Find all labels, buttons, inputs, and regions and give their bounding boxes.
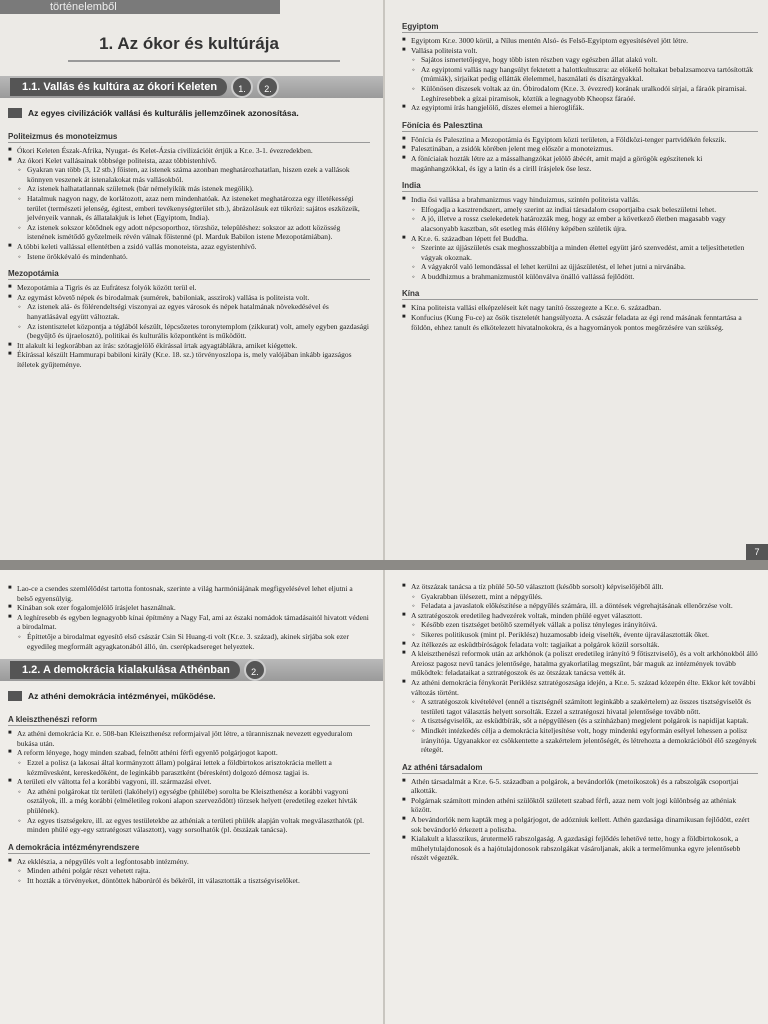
- topic-list: [402, 135, 758, 173]
- section-badge: 2.: [244, 659, 266, 681]
- topic-heading: A kleiszthenészi reform: [8, 715, 370, 726]
- sub-item: ◦ Minden athéni polgár részt vehetett rajta.: [8, 866, 370, 876]
- topic-heading: Az athéni társadalom: [402, 763, 758, 774]
- bullet-item: ■ Ékírással készült Hammurapi babiloni király (Kr.e. 18. sz.) törvényoszlopa is, mely valójában inkább igazságos ítéletek gyűjteménye.: [8, 350, 370, 369]
- sub-item: ◦ Az istenek sokszor kötődnek egy adott népcsoporthoz, törzshöz, településhez: sokszor az adott közösség istenének ismétődő győzelmeik révén válnak főistenné (pl. Marduk Babilon istene Mezopotámiában).: [8, 223, 370, 242]
- bullet-item: ■ Kialakult a klasszikus, árutermelő rabszolgaság. A gazdasági fejlődés lehetővé tette, hogy a földbirtokosok, a műhelytulajdonosok és a hajótulajdonosok rabszolgákat vásároljanak, akik a termelőmunka egyre jelentősebb részét végezték.: [402, 834, 758, 863]
- sub-item: ◦ Különösen díszesek voltak az ún. Óbirodalom (Kr.e. 3. évezred) korának uralkodói sírjai, a fáraók piramisai. Leghíresebbek a gízai piramisok, köztük a legnagyobb Kheopsz fáraóé.: [402, 84, 758, 103]
- bullet-item: ■ India ősi vallása a brahmanizmus vagy hinduizmus, szintén politeista vallás.: [402, 195, 758, 205]
- topic-list: [402, 195, 758, 281]
- learning-goal: [8, 691, 370, 701]
- bottom-left-page: [0, 570, 384, 1024]
- topic-list: [402, 582, 758, 755]
- bullet-item: ■ Mezopotámia a Tigris és az Eufrátesz folyók között terül el.: [8, 283, 370, 293]
- topic-heading: Mezopotámia: [8, 269, 370, 280]
- goal-text: Az athéni demokrácia intézményei, működése.: [28, 691, 216, 702]
- bullet-item: ■ Vallása politeista volt.: [402, 46, 758, 56]
- chapter-title: 1. Az ókor és kultúrája: [99, 34, 279, 53]
- section-badge: 2.: [257, 76, 279, 98]
- section-badge: 1.: [231, 76, 253, 98]
- bottom-page-spread: [0, 570, 768, 1024]
- bullet-item: ■ Az ókori Kelet vallásainak többsége politeista, azaz többistenhívő.: [8, 156, 370, 166]
- bullet-item: ■ Athén társadalmát a Kr.e. 6-5. században a polgárok, a bevándorlók (metoikoszok) és a rabszolgák csoportjai alkották.: [402, 777, 758, 796]
- bullet-item: ■ A kleiszthenészi reformok után az arkhónok (a poliszt eredetileg irányító 9 főtisztviselő), és a volt arkhónokból álló Areiosz pagosz nevű tanács jelentősége, hatalma gyakorlatilag megszűnt, bár maguk az intézmények tovább működtek: feladataikat a sztratégoszok és az ötszázak tanácsa vették át.: [402, 649, 758, 678]
- bullet-item: ■ A Kr.e. 6. században lépett fel Buddha.: [402, 234, 758, 244]
- bullet-item: ■ A reform lényege, hogy minden szabad, felnőtt athéni férfi egyenlő polgárjogot kapott.: [8, 748, 370, 758]
- sub-item: ◦ Ezzel a polisz (a lakosai által kormányzott állam) polgárai lettek a földbirtokos arisztokrácia mellett a kézművesként, kereskedőként, de leginkább parasztként (béresként) dolgozó démosz tagjai is.: [8, 758, 370, 777]
- sub-item: ◦ A vágyakról való lemondással el lehet kerülni az újjászületést, el lehet jutni a nirvánába.: [402, 262, 758, 272]
- book-banner: történelemből: [0, 0, 280, 14]
- bullet-item: ■ Ókori Keleten Észak-Afrika, Nyugat- és Kelet-Ázsia civilizációit értjük a Kr.e. 3-1. évezredekben.: [8, 146, 370, 156]
- sub-item: ◦ A buddhizmus a brahmanizmustól különválva önálló vallássá fejlődött.: [402, 272, 758, 282]
- topic-list: [8, 146, 370, 261]
- sub-item: ◦ A jó, illetve a rossz cselekedetek határozzák meg, hogy az ember a következő életben magasabb vagy alacsonyabb kasztban, sőt esetleg más élőlény képében születik újra.: [402, 214, 758, 233]
- bullet-item: ■ Konfucius (Kung Fu-ce) az ősök tiszteletét hangsúlyozta. A császár feladata az égi rend másának fenntartása a földön, ehhez tanult és elkötelezett hivatalnokokra, és a hagyományok pontos megőrzésére van szükség.: [402, 313, 758, 332]
- learning-goal: [8, 108, 370, 118]
- sub-item: ◦ Sajátos ismertetőjegye, hogy több isten részben vagy egészben állat alakú volt.: [402, 55, 758, 65]
- bullet-item: ■ A területi elv váltotta fel a korábbi vagyoni, ill. származási elvet.: [8, 777, 370, 787]
- bullet-item: ■ Polgárnak számított minden athéni szülőktől született szabad férfi, azaz nem volt jogi különbség az athéniak között.: [402, 796, 758, 815]
- topic-heading: Politeizmus és monoteizmus: [8, 132, 370, 143]
- sub-item: ◦ Az istenek halhatatlannak születnek (bár némelyikük más istenek megölik).: [8, 184, 370, 194]
- bullet-item: ■ Lao-ce a csendes szemlélődést tartotta fontosnak, szerinte a világ harmóniájának megfigyelésével lehet eljutni a belső egyensúlyig.: [8, 584, 370, 603]
- topic-heading: Kína: [402, 289, 758, 300]
- sub-item: ◦ Istene örökkévaló és mindenható.: [8, 252, 370, 262]
- sub-item: ◦ Az egyes tisztségekre, ill. az egyes testületekbe az athéniak a területi phülék alapján voltak megválaszthatók (pl. minden phülé egy-egy sztratégoszt választott), vagy sorsolhatók (pl. ötszázak tanácsa).: [8, 816, 370, 835]
- topic-heading: Föníciа és Palesztina: [402, 121, 758, 132]
- top-left-page: [0, 0, 384, 560]
- bottom-right-page: [384, 570, 768, 1024]
- topic-list: [8, 584, 370, 651]
- section-title: 1.2. A demokrácia kialakulása Athénban: [10, 661, 240, 679]
- bullet-item: ■ Kína politeista vallási elképzeléseit két nagy tanító összegezte a Kr.e. 6. században.: [402, 303, 758, 313]
- sub-item: ◦ Hatalmuk nagyon nagy, de korlátozott, azaz nem mindenhatóak. Az isteneket meghatározza egy illetékességi terület (természeti jelenség, égitest, emberi tevékenységterület stb.), ábrázolásuk ezt tükrözi: sajátos eszközeik, jelvényeik vannak, és állatalakjuk is lehet (Egyiptom, India).: [8, 194, 370, 223]
- section-title: 1.1. Vallás és kultúra az ókori Keleten: [10, 78, 227, 96]
- topic-heading: A demokrácia intézményrendszere: [8, 843, 370, 854]
- bottom-right-content: [402, 582, 758, 863]
- bullet-item: ■ Az athéni demokrácia fénykorát Periklész sztratégoszsága idején, a Kr.e. 5. század közepén élte. Ekkor két további változás történt.: [402, 678, 758, 697]
- bullet-item: ■ Egyiptom Kr.e. 3000 körül, a Nílus mentén Alsó- és Felső-Egyiptom egyesítésével jött létre.: [402, 36, 758, 46]
- bullet-item: ■ Az ötszázak tanácsa a tíz phülé 50-50 választott (később sorsolt) képviselőjéből állt.: [402, 582, 758, 592]
- sub-item: ◦ Gyakran van több (3, 12 stb.) főisten, az istenek száma azonban meghatározhatatlan, hiszen ezek a vallások könnyen veszenek át istenalakokat más vallásokból.: [8, 165, 370, 184]
- page-number: 7: [746, 544, 768, 560]
- bullet-item: ■ Itt alakult ki legkorábban az írás: szótagjelölő ékírással írtak agyagtáblákra, amiket kiégettek.: [8, 341, 370, 351]
- bottom-left-intro: [8, 584, 370, 651]
- bullet-item: ■ Az athéni demokrácia Kr. e. 508-ban Kleiszthenész reformjaival jött létre, a türannisznak nevezett egyeduralom bukása után.: [8, 729, 370, 748]
- sub-item: ◦ Az istentisztelet központja a téglából készült, lépcsőzetes toronytemplom (zikkurat) volt, amely egyben gazdasági (begyűjtő és újraelosztó), politikai és kulturális központként is működött.: [8, 322, 370, 341]
- section-band: [0, 659, 384, 681]
- bullet-item: ■ A leghíresebb és egyben legnagyobb kínai építmény a Nagy Fal, ami az északi nomádok támadásaitól hivatott védeni a birodalmat.: [8, 613, 370, 632]
- sub-item: ◦ A tisztségviselők, az esküdtbírák, sőt a népgyűlésen (és a színházban) megjelent polgárok is napidíjat kaptak.: [402, 716, 758, 726]
- bullet-item: ■ A föníciaiak hozták létre az a mássalhangzókat jelölő ábécét, amit majd a görögök egészítenek ki magánhangzókkal, és így a latin és a cirill írásjelek őse lesz.: [402, 154, 758, 173]
- bullet-item: ■ A többi keleti vallással ellentétben a zsidó vallás monoteista, azaz egyistenhívő.: [8, 242, 370, 252]
- bullet-item: ■ Palesztinában, a zsidók körében jelent meg először a monoteizmus.: [402, 144, 758, 154]
- sub-item: ◦ Itt hozták a törvényeket, döntöttek háborúról és békéről, itt választották a tisztségviselőket.: [8, 876, 370, 886]
- bottom-left-content: [8, 715, 370, 885]
- bullet-item: ■ A bevándorlók nem kapták meg a polgárjogot, de adózniuk kellett. Athén gazdasága dinamikusan fejlődött, ezért sok bevándorló érkezett a poliszba.: [402, 815, 758, 834]
- bullet-item: ■ Az ekklészia, a népgyűlés volt a legfontosabb intézmény.: [8, 857, 370, 867]
- top-left-content: [8, 132, 370, 369]
- sub-item: ◦ Az egyiptomi vallás nagy hangsúlyt fektetett a halottkultuszra: az elökelő holtakat bebalzsamozva tartósították (múmiák), sírjaikat pedig ellátták élelemmel, használati és dísztárgyakkal.: [402, 65, 758, 84]
- section-band: [0, 76, 384, 98]
- chapter-underline: [68, 60, 340, 62]
- top-right-page: [384, 0, 768, 560]
- sub-item: ◦ A sztratégoszok kivételével (ennél a tisztségnél számított leginkább a szakértelem) az összes tisztségviselőt és testületi tagot választás helyett sorsolták. Ezzel a sztratégoszi hivatal jelentősége tovább nőtt.: [402, 697, 758, 716]
- topic-list: [402, 36, 758, 113]
- goal-text: Az egyes civilizációk vallási és kulturális jellemzőinek azonosítása.: [28, 108, 299, 118]
- sub-item: ◦ Szerinte az újjászületés csak meghosszabbítja a minden élettel együtt járó szenvedést, amit a teljesíthetetlen vágyak okoznak.: [402, 243, 758, 262]
- bullet-item: ■ Az egyiptomi írás hangjelölő, díszes elemei a hieroglifák.: [402, 103, 758, 113]
- bullet-item: ■ Kínában sok ezer fogalomjelölő írásjelet használnak.: [8, 603, 370, 613]
- sub-item: ◦ Sikeres politikusok (mint pl. Periklész) huzamosabb ideig viselték, évente újraválasztották őket.: [402, 630, 758, 640]
- sub-item: ◦ Gyakrabban ülésezett, mint a népgyűlés.: [402, 592, 758, 602]
- sub-item: ◦ Mindkét intézkedés célja a demokrácia kiteljesítése volt, hogy mindenki egyformán esélyel lehessen a polisz irányítója. Ugyanakkor ez csökkentette a szakértelem jelentőségét, és létrehozta a demokrációból élő szegények rétegét.: [402, 726, 758, 755]
- topic-list: [8, 729, 370, 835]
- sub-item: ◦ Az istenek alá- és fölérendeltségi viszonyai az egyes városok és népek hatalmának növekedésével és hanyatlásával együtt változtak.: [8, 302, 370, 321]
- sub-item: ◦ Építtetője a birodalmat egyesítő első császár Csin Si Huang-ti volt (Kr.e. 3. század), akinek sírjába sok ezer egyedileg megformált agyagkatonából álló, ún. cserépkadsereget helyeztek.: [8, 632, 370, 651]
- bullet-item: ■ A sztratégoszok eredetileg hadvezérek voltak, minden phülé egyet választott.: [402, 611, 758, 621]
- topic-list: [8, 857, 370, 886]
- sub-item: ◦ Elfogadja a kasztrendszert, amely szerint az indiai társadalom csoportjaiba csak beleszületni lehet.: [402, 205, 758, 215]
- goal-marker-icon: [8, 691, 22, 701]
- sub-item: ◦ Az athéni polgárokat tíz területi (lakóhelyi) egységbe (phülébe) sorolta be Kleiszthenész a korábbi vagyoni osztályok, ill. a még korábbi (elméletileg rokoni alapon szerveződött) törzsek helyett (eredetileg ezeket hívták phülének).: [8, 787, 370, 816]
- bullet-item: ■ Az egymást követő népek és birodalmak (sumérek, babiloniak, asszírok) vallása is politeista volt.: [8, 293, 370, 303]
- sub-item: ◦ Feladata a javaslatok előkészítése a népgyűlés számára, ill. a döntések végrehajtásának ellenőrzése volt.: [402, 601, 758, 611]
- topic-list: [8, 283, 370, 369]
- topic-list: [402, 303, 758, 332]
- sub-item: ◦ Később ezen tisztséget betöltő személyek vállak a polisz tényleges irányítóivá.: [402, 620, 758, 630]
- bullet-item: ■ Az ítélkezés az esküdtbíróságok feladata volt: tagjaikat a polgárok közül sorsolták.: [402, 640, 758, 650]
- topic-heading: Egyiptom: [402, 22, 758, 33]
- bullet-item: ■ Föníciа és Palesztina a Mezopotámia és Egyiptom közti területen, a Földközi-tenger partvidékén fekszik.: [402, 135, 758, 145]
- top-right-content: [402, 22, 758, 332]
- topic-list: [402, 777, 758, 863]
- goal-marker-icon: [8, 108, 22, 118]
- topic-heading: India: [402, 181, 758, 192]
